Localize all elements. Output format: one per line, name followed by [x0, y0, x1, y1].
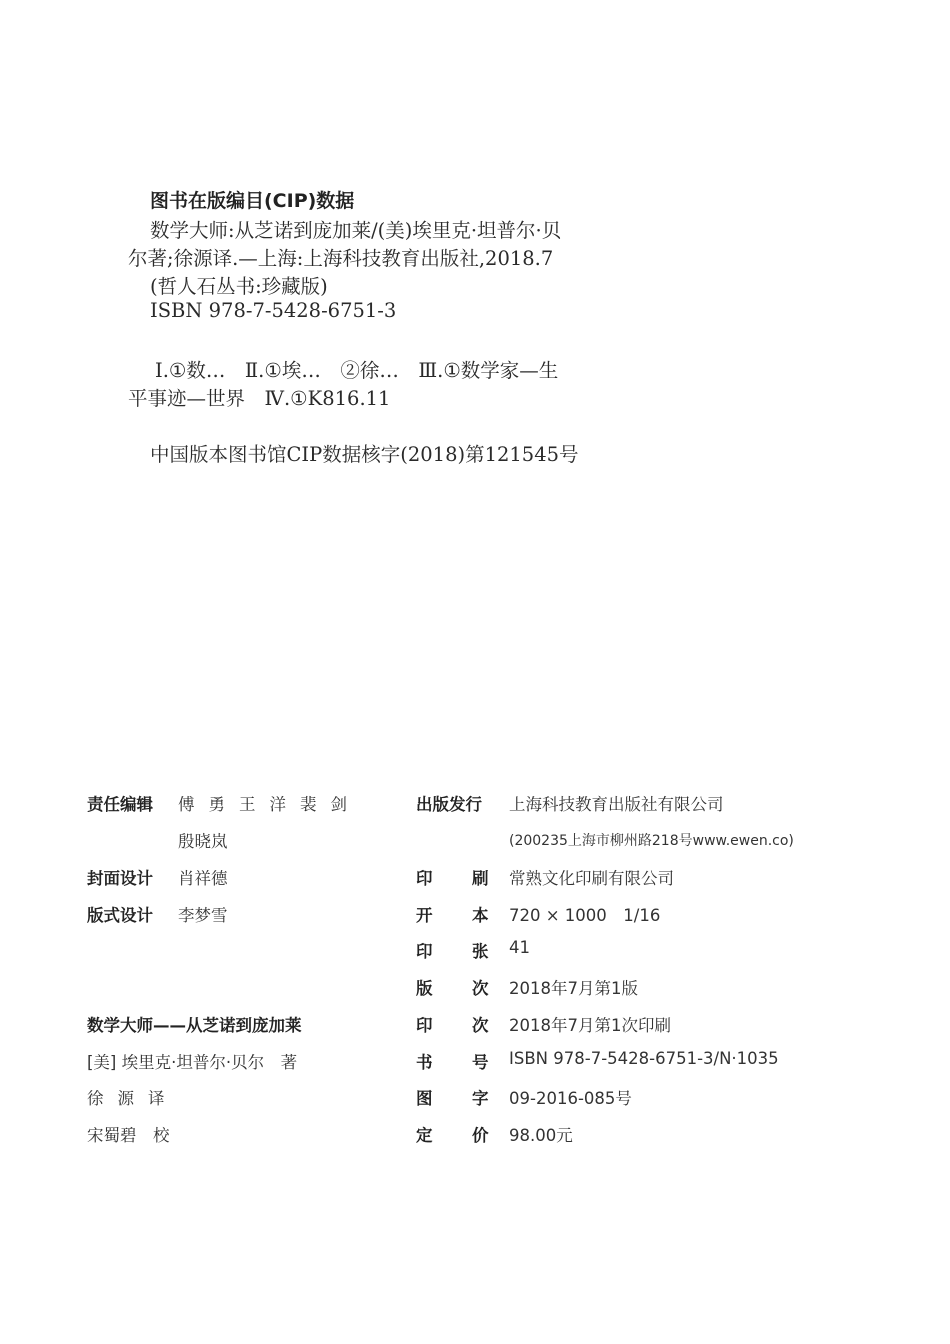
editor-names: 傅勇王洋裴剑	[178, 795, 361, 814]
isbn-label-b: 号	[472, 1053, 489, 1072]
author-line: [美] 埃里克·坦普尔·贝尔 著	[87, 1053, 298, 1072]
impression: 2018年7月第1次印刷	[509, 1016, 671, 1035]
sheets-label-a: 印	[416, 942, 433, 961]
cip-class-line-2: 平事迹—世界 Ⅳ.①K816.11	[128, 387, 391, 410]
contract-number: 09-2016-085号	[509, 1089, 632, 1108]
cip-line-2: 尔著;徐源译.—上海:上海科技教育出版社,2018.7	[128, 247, 554, 270]
publisher-label: 出版发行	[416, 795, 482, 814]
impression-label-b: 次	[472, 1016, 489, 1035]
cip-line-3: (哲人石丛书:珍藏版)	[150, 275, 328, 298]
price-label-a: 定	[416, 1126, 433, 1145]
proofreader-line: 宋蜀碧 校	[87, 1126, 170, 1145]
layout-designer: 李梦雪	[178, 906, 228, 925]
cip-isbn: ISBN 978-7-5428-6751-3	[150, 299, 397, 322]
cip-line-1: 数学大师:从芝诺到庞加莱/(美)埃里克·坦普尔·贝	[150, 219, 562, 242]
cip-heading: 图书在版编目(CIP)数据	[150, 190, 355, 212]
publisher-address: (200235上海市柳州路218号www.ewen.co)	[509, 833, 794, 849]
isbn-label-a: 书	[416, 1053, 433, 1072]
edition-label-a: 版	[416, 979, 433, 998]
printer-label-b: 刷	[472, 869, 489, 888]
edition: 2018年7月第1版	[509, 979, 638, 998]
translator-line: 徐源译	[87, 1089, 179, 1108]
price-label-b: 价	[472, 1126, 489, 1145]
format-label-b: 本	[472, 906, 489, 925]
contract-label-b: 字	[472, 1089, 489, 1108]
contract-label-a: 图	[416, 1089, 433, 1108]
cover-designer: 肖祥德	[178, 869, 228, 888]
price: 98.00元	[509, 1126, 573, 1145]
format: 720 × 1000 1/16	[509, 906, 661, 925]
sheets-label-b: 张	[472, 942, 489, 961]
format-label-a: 开	[416, 906, 433, 925]
cip-record-number: 中国版本图书馆CIP数据核字(2018)第121545号	[150, 443, 579, 466]
sheets: 41	[509, 938, 530, 957]
edition-label-b: 次	[472, 979, 489, 998]
impression-label-a: 印	[416, 1016, 433, 1035]
isbn: ISBN 978-7-5428-6751-3/N·1035	[509, 1049, 779, 1068]
book-title: 数学大师——从芝诺到庞加莱	[87, 1016, 302, 1035]
editor-label: 责任编辑	[87, 795, 153, 814]
cover-design-label: 封面设计	[87, 869, 153, 888]
printer-label-a: 印	[416, 869, 433, 888]
printer: 常熟文化印刷有限公司	[509, 869, 674, 888]
cip-class-line-1: Ⅰ.①数… Ⅱ.①埃… ②徐… Ⅲ.①数学家—生	[155, 359, 559, 382]
layout-design-label: 版式设计	[87, 906, 153, 925]
publisher: 上海科技教育出版社有限公司	[509, 795, 724, 814]
editor-names-continued: 殷晓岚	[178, 832, 228, 851]
